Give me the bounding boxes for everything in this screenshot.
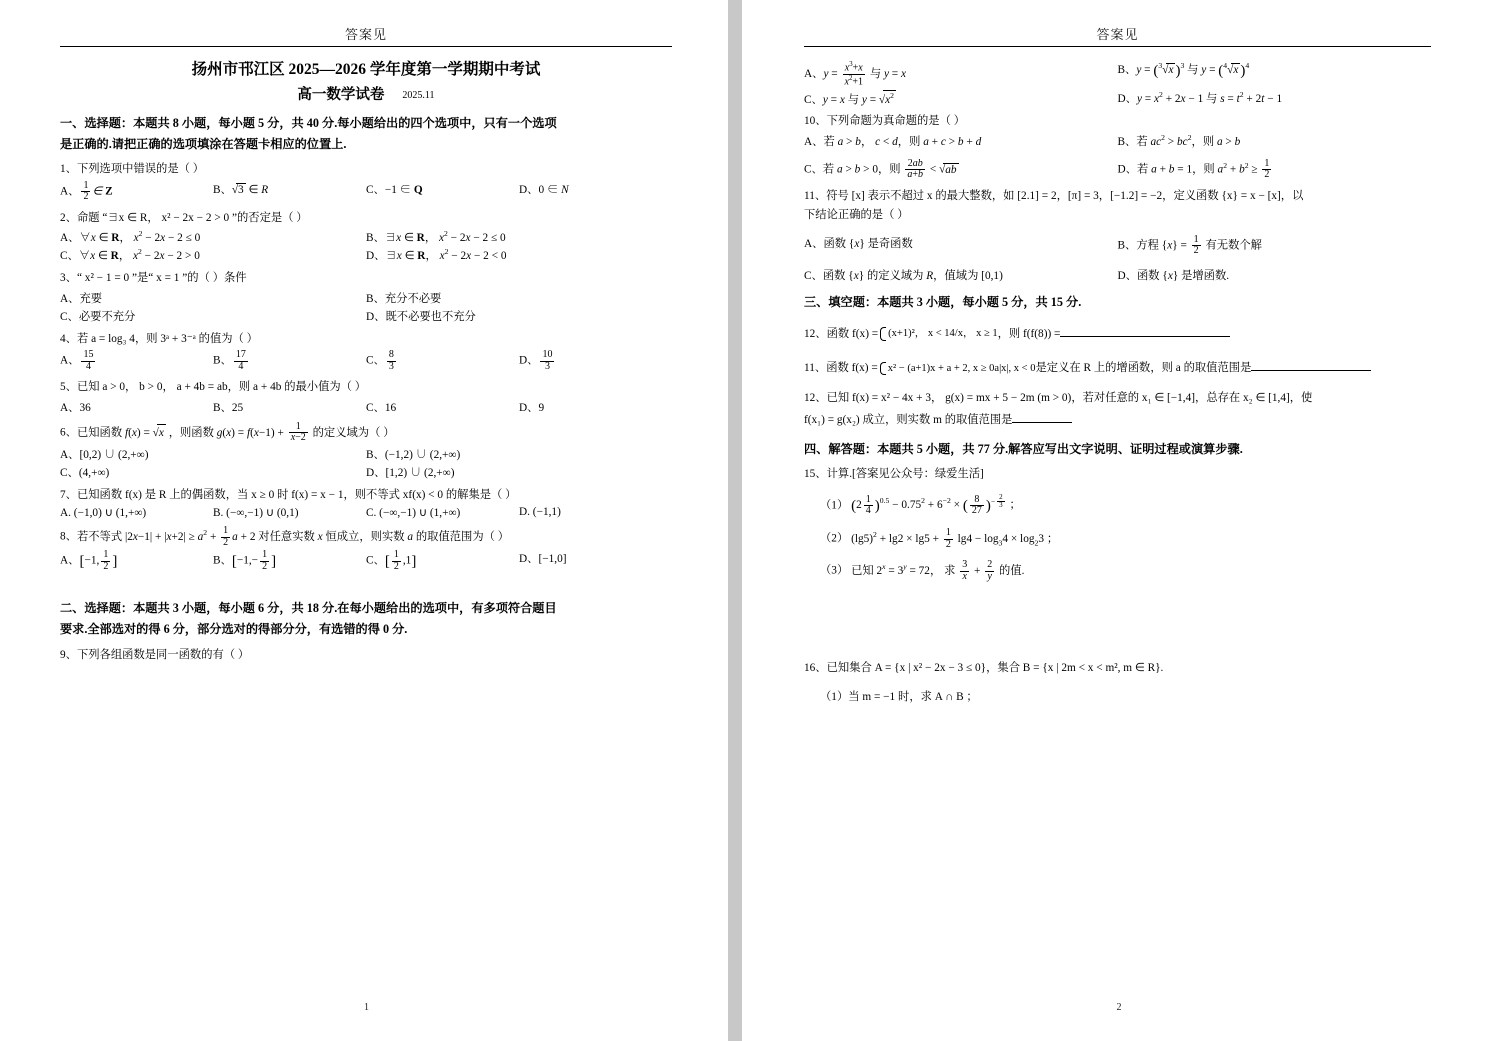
option-6-C[interactable]: C、(4,+∞) [60,466,110,479]
question-3 [60,270,672,288]
question-9-number: 9、 [60,648,77,661]
question-10-text: 下列命题为真命题的是（ ） [826,115,965,128]
question-10 [804,113,1431,131]
option-1-C[interactable]: C、−1 ∈ Q [366,183,423,196]
question-9-options-row2 [804,90,1431,107]
option-5-C[interactable]: C、16 [366,401,397,414]
option-5-B[interactable]: B、25 [213,401,244,414]
question-7-text: 已知函数 f(x) 是 R 上的偶函数，当 x ≥ 0 时 f(x) = x − 1，则不等式 xf(x) < 0 的解集是（ ） [76,488,517,501]
page-number-left: 1 [364,1002,369,1013]
option-4-C[interactable]: C、 $\frac{8}{3}$ [366,349,394,372]
option-8-C[interactable]: C、[ $\frac{1}{2}$ ,1] [366,549,417,572]
question-11-text-line1: 符号 [x] 表示不超过 x 的最大整数，如 [2.1] = 2，[π] = 3，[−1.2] = −2，定义函数 {x} = x − [x]，以 [826,189,1304,202]
option-3-A[interactable]: A、充要 [60,292,103,305]
option-10-B[interactable]: B、若 $ac^2 > bc^2$，则 a > b [1117,133,1241,148]
option-9-D[interactable]: D、$y = x^2 + 2x - 1$ 与 $s = t^2 + 2t - 1$ [1117,89,1283,105]
question-13-fill [804,359,1431,378]
question-5-text: 已知 a > 0， b > 0， a + 4b = ab，则 a + 4b 的最小值为（ ） [76,381,367,394]
question-1-text: 下列选项中错误的是（ ） [76,163,205,176]
page-left [0,0,728,1041]
option-7-D[interactable]: D. (−1,1) [519,506,561,519]
question-15-item-3: （3） 已知 $2^x = 3^y = 72$， 求 $\frac{3}{x}$ + $\frac{2}{y}$ 的值. [820,559,1025,582]
option-5-A[interactable]: A、36 [60,401,91,414]
question-12-answer-blank[interactable] [1060,325,1230,337]
question-15 [804,466,1431,484]
question-8-text: 若不等式 $|2x-1| + |x+2| \ge a^2$ + $\frac{1}{2}$ a + 2 对任意实数 x 恒成立，则实数 a 的取值范围为（ ） [76,525,510,548]
question-16-text: 已知集合 A = {x | x² − 2x − 3 ≤ 0}，集合 B = {x | 2m < x < m², m ∈ R}. [826,662,1164,675]
option-2-C[interactable]: C、∀x ∈ R， $x^2 - 2x - 2 > 0$ [60,247,200,263]
option-4-A[interactable]: A、 $\frac{15}{4}$ [60,349,94,372]
question-6-text: 已知函数 f(x) = √x ，则函数 g(x) = f(x−1) + $\frac{1}{x-2}$ 的定义域为（ ） [76,420,395,444]
question-15-item-1: （1） (2 $\frac{1}{4}$ )$^{0.5} - 0.75^2 + 6^{-2}$ × ( $\frac{8}{27}$ )$^{- \frac{2}{3}}$ ； [820,492,1021,517]
question-5-options [60,399,672,415]
question-6 [60,422,672,444]
question-12-text-a: 函数 f(x) = [826,327,879,340]
question-11-number: 11、 [804,189,827,202]
question-4-text: 若 a = log₃ 4，则 3ᵃ + 3⁻ᵃ 的值为（ ） [76,332,258,345]
question-6-options-row1 [60,446,672,462]
option-7-C[interactable]: C. (−∞,−1) ∪ (1,+∞) [366,507,461,520]
question-2 [60,210,672,228]
page-header-note: 答案见 [60,24,672,47]
question-9-options-row1 [804,61,1431,88]
question-2-text: 命题 “∃x ∈ R， x² − 2x − 2 > 0 ”的否定是（ ） [76,211,308,224]
option-10-A[interactable]: A、若 a > b， c < d，则 a + c > b + d [804,135,982,148]
question-11-options-row2 [804,267,1431,283]
question-3-options-row2 [60,308,672,324]
question-15-number: 15、 [804,468,827,481]
question-1-options [60,181,672,203]
option-5-D[interactable]: D、9 [519,401,545,414]
question-2-number: 2、 [60,211,77,224]
option-1-D[interactable]: D、0 ∈ N [519,183,569,196]
section-1-heading-line2: 是正确的.请把正确的选项填涂在答题卡相应的位置上. [60,136,347,151]
question-3-text: “ x² − 1 = 0 ”是“ x = 1 ”的（ ）条件 [76,272,247,285]
question-15-item-2: （2） $(\lg 5)^2 + \lg 2 \times \lg 5$ + $\frac{1}{2}$ $\lg 4 - \log_34 \times \log_23$ ； [820,527,1059,550]
option-6-D[interactable]: D、[1,2) ∪ (2,+∞) [366,466,455,479]
option-7-A[interactable]: A. (−1,0) ∪ (1,+∞) [60,507,147,520]
question-13-number: 11、 [804,362,827,375]
question-5 [60,379,672,397]
option-10-C[interactable]: C、若 a > b > 0，则 $\frac{2ab}{a+b}$ < √ab [804,157,957,181]
option-7-B[interactable]: B. (−∞,−1) ∪ (0,1) [213,507,299,520]
question-7 [60,487,672,505]
question-4-options [60,350,672,372]
question-7-options [60,506,672,519]
question-5-number: 5、 [60,381,77,394]
question-12-text-b: ，则 f(f(8)) = [997,327,1061,340]
question-4 [60,331,672,349]
question-10-options-row1 [804,133,1431,149]
section-1-heading [60,113,672,154]
option-8-D[interactable]: D、[−1,0] [519,553,567,566]
option-2-B[interactable]: B、∃x ∈ R， $x^2 - 2x - 2 \le 0$ [366,229,506,245]
question-10-number: 10、 [804,115,827,128]
question-2-options-row2 [60,247,672,263]
question-16-number: 16、 [804,662,827,675]
option-8-A[interactable]: A、[−1, $\frac{1}{2}$ ] [60,549,118,572]
question-13-answer-blank[interactable] [1251,359,1371,371]
question-6-number: 6、 [60,426,77,439]
option-1-A[interactable]: A、 $\frac{1}{2}$ ∈ Z [60,179,113,203]
section-3-heading: 三、填空题：本题共 3 小题，每小题 5 分，共 15 分. [804,294,1082,309]
option-6-A[interactable]: A、[0,2) ∪ (2,+∞) [60,448,149,461]
exam-title: 扬州市邗江区 2025—2026 学年度第一学期期中考试 [191,61,541,78]
question-1-number: 1、 [60,163,77,176]
option-4-D[interactable]: D、 $\frac{10}{3}$ [519,349,553,372]
page-gutter [728,0,742,1041]
question-13-text-a: 函数 f(x) = [826,362,878,375]
question-3-options-row1 [60,290,672,306]
question-12-number: 12、 [804,327,827,340]
section-4-heading: 四、解答题：本题共 5 小题，共 77 分.解答应写出文字说明、证明过程或演算步骤. [804,441,1243,456]
question-10-options-row2 [804,159,1431,181]
option-4-B[interactable]: B、 $\frac{17}{4}$ [213,349,246,372]
option-11-A[interactable]: A、函数 {x} 是奇函数 [804,237,913,250]
option-11-C[interactable]: C、函数 {x} 的定义域为 R，值域为 [0,1) [804,269,1003,282]
question-13-cases: x² − (a+1)x + a + 2, x ≥ 0a|x|, x < 0 [878,361,1036,376]
question-8-options [60,550,672,572]
question-8-number: 8、 [60,531,77,544]
exam-subtitle [60,83,672,104]
question-11-options-row1 [804,235,1431,257]
question-11-text-line2: 下结论正确的是（ ） [804,209,909,222]
question-14-text-line1: 已知 f(x) = x² − 4x + 3， g(x) = mx + 5 − 2m (m > 0)，若对任意的 x₁ ∈ [−1,4]，总存在 x₂ ∈ [1,4]，使 [826,391,1313,404]
question-14-number: 12、 [804,391,827,404]
question-11-text-line2-wrap [804,207,1431,225]
exam-date: 2025.11 [402,90,435,101]
option-9-B[interactable]: B、y = ($^3$√x )$^3$ 与 y = ($^4$√x )$^4$ [1117,61,1250,79]
exam-subtitle-text: 高一数学试卷 [297,87,385,103]
option-9-A[interactable]: A、y = $\frac{x^3+x}{x^2+1}$ 与 y = x [804,61,907,88]
question-4-number: 4、 [60,332,77,345]
option-2-D[interactable]: D、∃x ∈ R， $x^2 - 2x - 2 < 0$ [366,247,507,263]
option-8-B[interactable]: B、[−1,− $\frac{1}{2}$ ] [213,549,277,572]
option-11-B[interactable]: B、方程 {x} = $\frac{1}{2}$ 有无数个解 [1117,233,1262,257]
question-16-item-1: （1）当 m = −1 时，求 A ∩ B ； [820,690,978,703]
question-14-text-line2: f(x₁) = g(x₂) 成立，则实数 m 的取值范围是 [804,414,1013,427]
question-1 [60,161,672,179]
question-14-answer-blank[interactable] [1012,411,1072,423]
question-14-fill [804,390,1431,408]
question-11 [804,188,1431,206]
question-15-text: 计算.[答案见公众号：绿爱生活] [826,468,984,481]
question-6-options-row2 [60,464,672,480]
question-9 [60,647,672,665]
option-3-C[interactable]: C、必要不充分 [60,310,136,323]
section-2-heading-line2: 要求.全部选对的得 6 分，部分选对的得部分分，有选错的得 0 分. [60,622,408,637]
page-number-right: 2 [1116,1002,1122,1013]
question-9-text: 下列各组函数是同一函数的有（ ） [76,648,250,661]
question-8 [60,526,672,548]
option-11-D[interactable]: D、函数 {x} 是增函数. [1117,269,1230,282]
option-3-B[interactable]: B、充分不必要 [366,292,442,305]
page-header-note-right: 答案见 [804,24,1431,47]
section-2-heading-line1: 二、选择题：本题共 3 小题，每小题 6 分，共 18 分.在每小题给出的选项中，有多项符合题目 [60,601,557,616]
option-10-D[interactable]: D、若 a + b = 1，则 $a^2 + b^2$ ≥ $\frac{1}{2}$ [1117,157,1270,181]
section-2-heading [60,598,672,639]
question-14-line2-wrap [804,411,1431,430]
question-7-number: 7、 [60,488,77,501]
question-16 [804,660,1431,678]
question-13-text-b: 是定义在 R 上的增函数，则 a 的取值范围是 [1035,362,1252,375]
question-2-options-row1 [60,229,672,245]
page-right [742,0,1491,1041]
option-6-B[interactable]: B、(−1,2) ∪ (2,+∞) [366,448,461,461]
option-9-C[interactable]: C、y = x 与 $y = √x^2$ [804,90,894,106]
question-3-number: 3、 [60,272,77,285]
section-1-heading-line1: 一、选择题：本题共 8 小题，每小题 5 分，共 40 分.每小题给出的四个选项中，只有一个选项 [60,116,557,130]
option-1-B[interactable]: B、√3 ∈ R [213,183,269,196]
option-2-A[interactable]: A、∀x ∈ R， $x^2 - 2x - 2 \le 0$ [60,229,201,245]
option-3-D[interactable]: D、既不必要也不充分 [366,310,476,323]
question-12-fill [804,325,1431,344]
question-12-cases: (x+1)²， x < 14/x， x ≥ 1 [878,326,997,341]
